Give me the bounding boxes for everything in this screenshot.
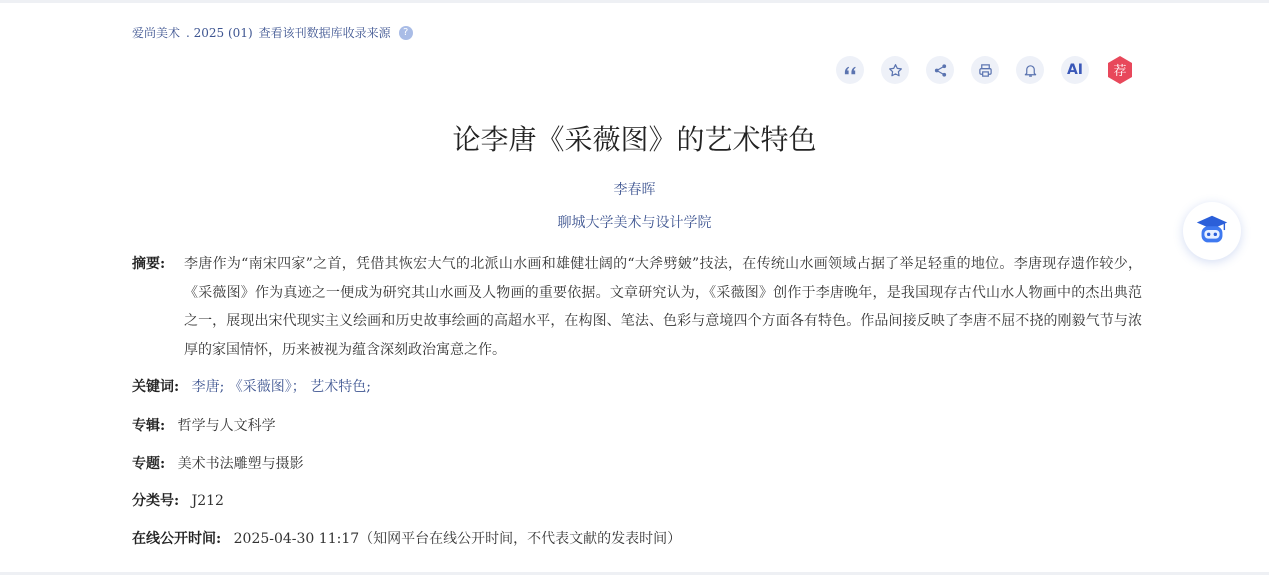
- series-value: 哲学与人文科学: [177, 418, 276, 434]
- classification-row: [132, 490, 224, 510]
- issue-link[interactable]: . 2025 (01): [186, 25, 253, 40]
- keywords-label: 关键词:: [132, 379, 180, 395]
- online-time-label: 在线公开时间:: [132, 531, 222, 547]
- help-icon[interactable]: ?: [399, 26, 413, 40]
- recommend-badge[interactable]: [1106, 55, 1134, 85]
- classification-label: 分类号:: [132, 493, 180, 509]
- keyword-link[interactable]: 李唐;: [191, 379, 225, 395]
- abstract-label: 摘要:: [132, 256, 166, 272]
- keyword-link[interactable]: 《采薇图》；: [228, 379, 306, 395]
- share-icon[interactable]: [926, 56, 954, 84]
- series-row: [132, 415, 276, 435]
- topic-label: 专题:: [132, 456, 166, 472]
- bell-icon[interactable]: [1016, 56, 1044, 84]
- abstract-text: 李唐作为“南宋四家”之首，凭借其恢宏大气的北派山水画和雄健壮阔的“大斧劈皴”技法，在传统山水画领域占据了举足轻重的地位。李唐现存遗作较少，《采薇图》作为真迹之一便成为研究其山水画及人物画的重要依据。文章研究认为，《采薇图》创作于李唐晚年，是我国现存古代山水人物画中的杰出典范之一，展现出宋代现实主义绘画和历史故事绘画的高超水平，在构图、笔法、色彩与意境四个方面各有特色。作品间接反映了李唐不屈不挠的刚毅气节与浓厚的家国情怀，历来被视为蕴含深刻政治寓意之作。: [184, 256, 1142, 358]
- abstract-section: [132, 250, 1142, 364]
- ai-button[interactable]: AI: [1061, 56, 1089, 84]
- star-icon[interactable]: [881, 56, 909, 84]
- classification-value: J212: [191, 493, 224, 509]
- ai-assistant-robot-icon[interactable]: [1183, 202, 1241, 260]
- toolbar: [836, 55, 1134, 85]
- online-time-value: 2025-04-30 11:17（知网平台在线公开时间，不代表文献的发表时间）: [233, 531, 682, 547]
- online-time-row: [132, 528, 681, 548]
- topic-value: 美术书法雕塑与摄影: [177, 456, 304, 472]
- db-source-link[interactable]: 查看该刊数据库收录来源: [258, 26, 391, 40]
- keywords-row: [132, 376, 371, 396]
- print-icon[interactable]: [971, 56, 999, 84]
- organization-link[interactable]: 聊城大学美术与设计学院: [557, 215, 712, 231]
- author-link[interactable]: 李春晖: [613, 182, 656, 198]
- article-title: 论李唐《采薇图》的艺术特色: [452, 123, 817, 156]
- keyword-link[interactable]: 艺术特色;: [310, 379, 371, 395]
- quote-icon[interactable]: [836, 56, 864, 84]
- source-line: [132, 24, 419, 41]
- top-divider: [0, 0, 1269, 3]
- series-label: 专辑:: [132, 418, 166, 434]
- topic-row: [132, 453, 304, 473]
- journal-link[interactable]: 爱尚美术: [132, 26, 181, 40]
- recommend-icon-label: 荐: [1113, 64, 1127, 79]
